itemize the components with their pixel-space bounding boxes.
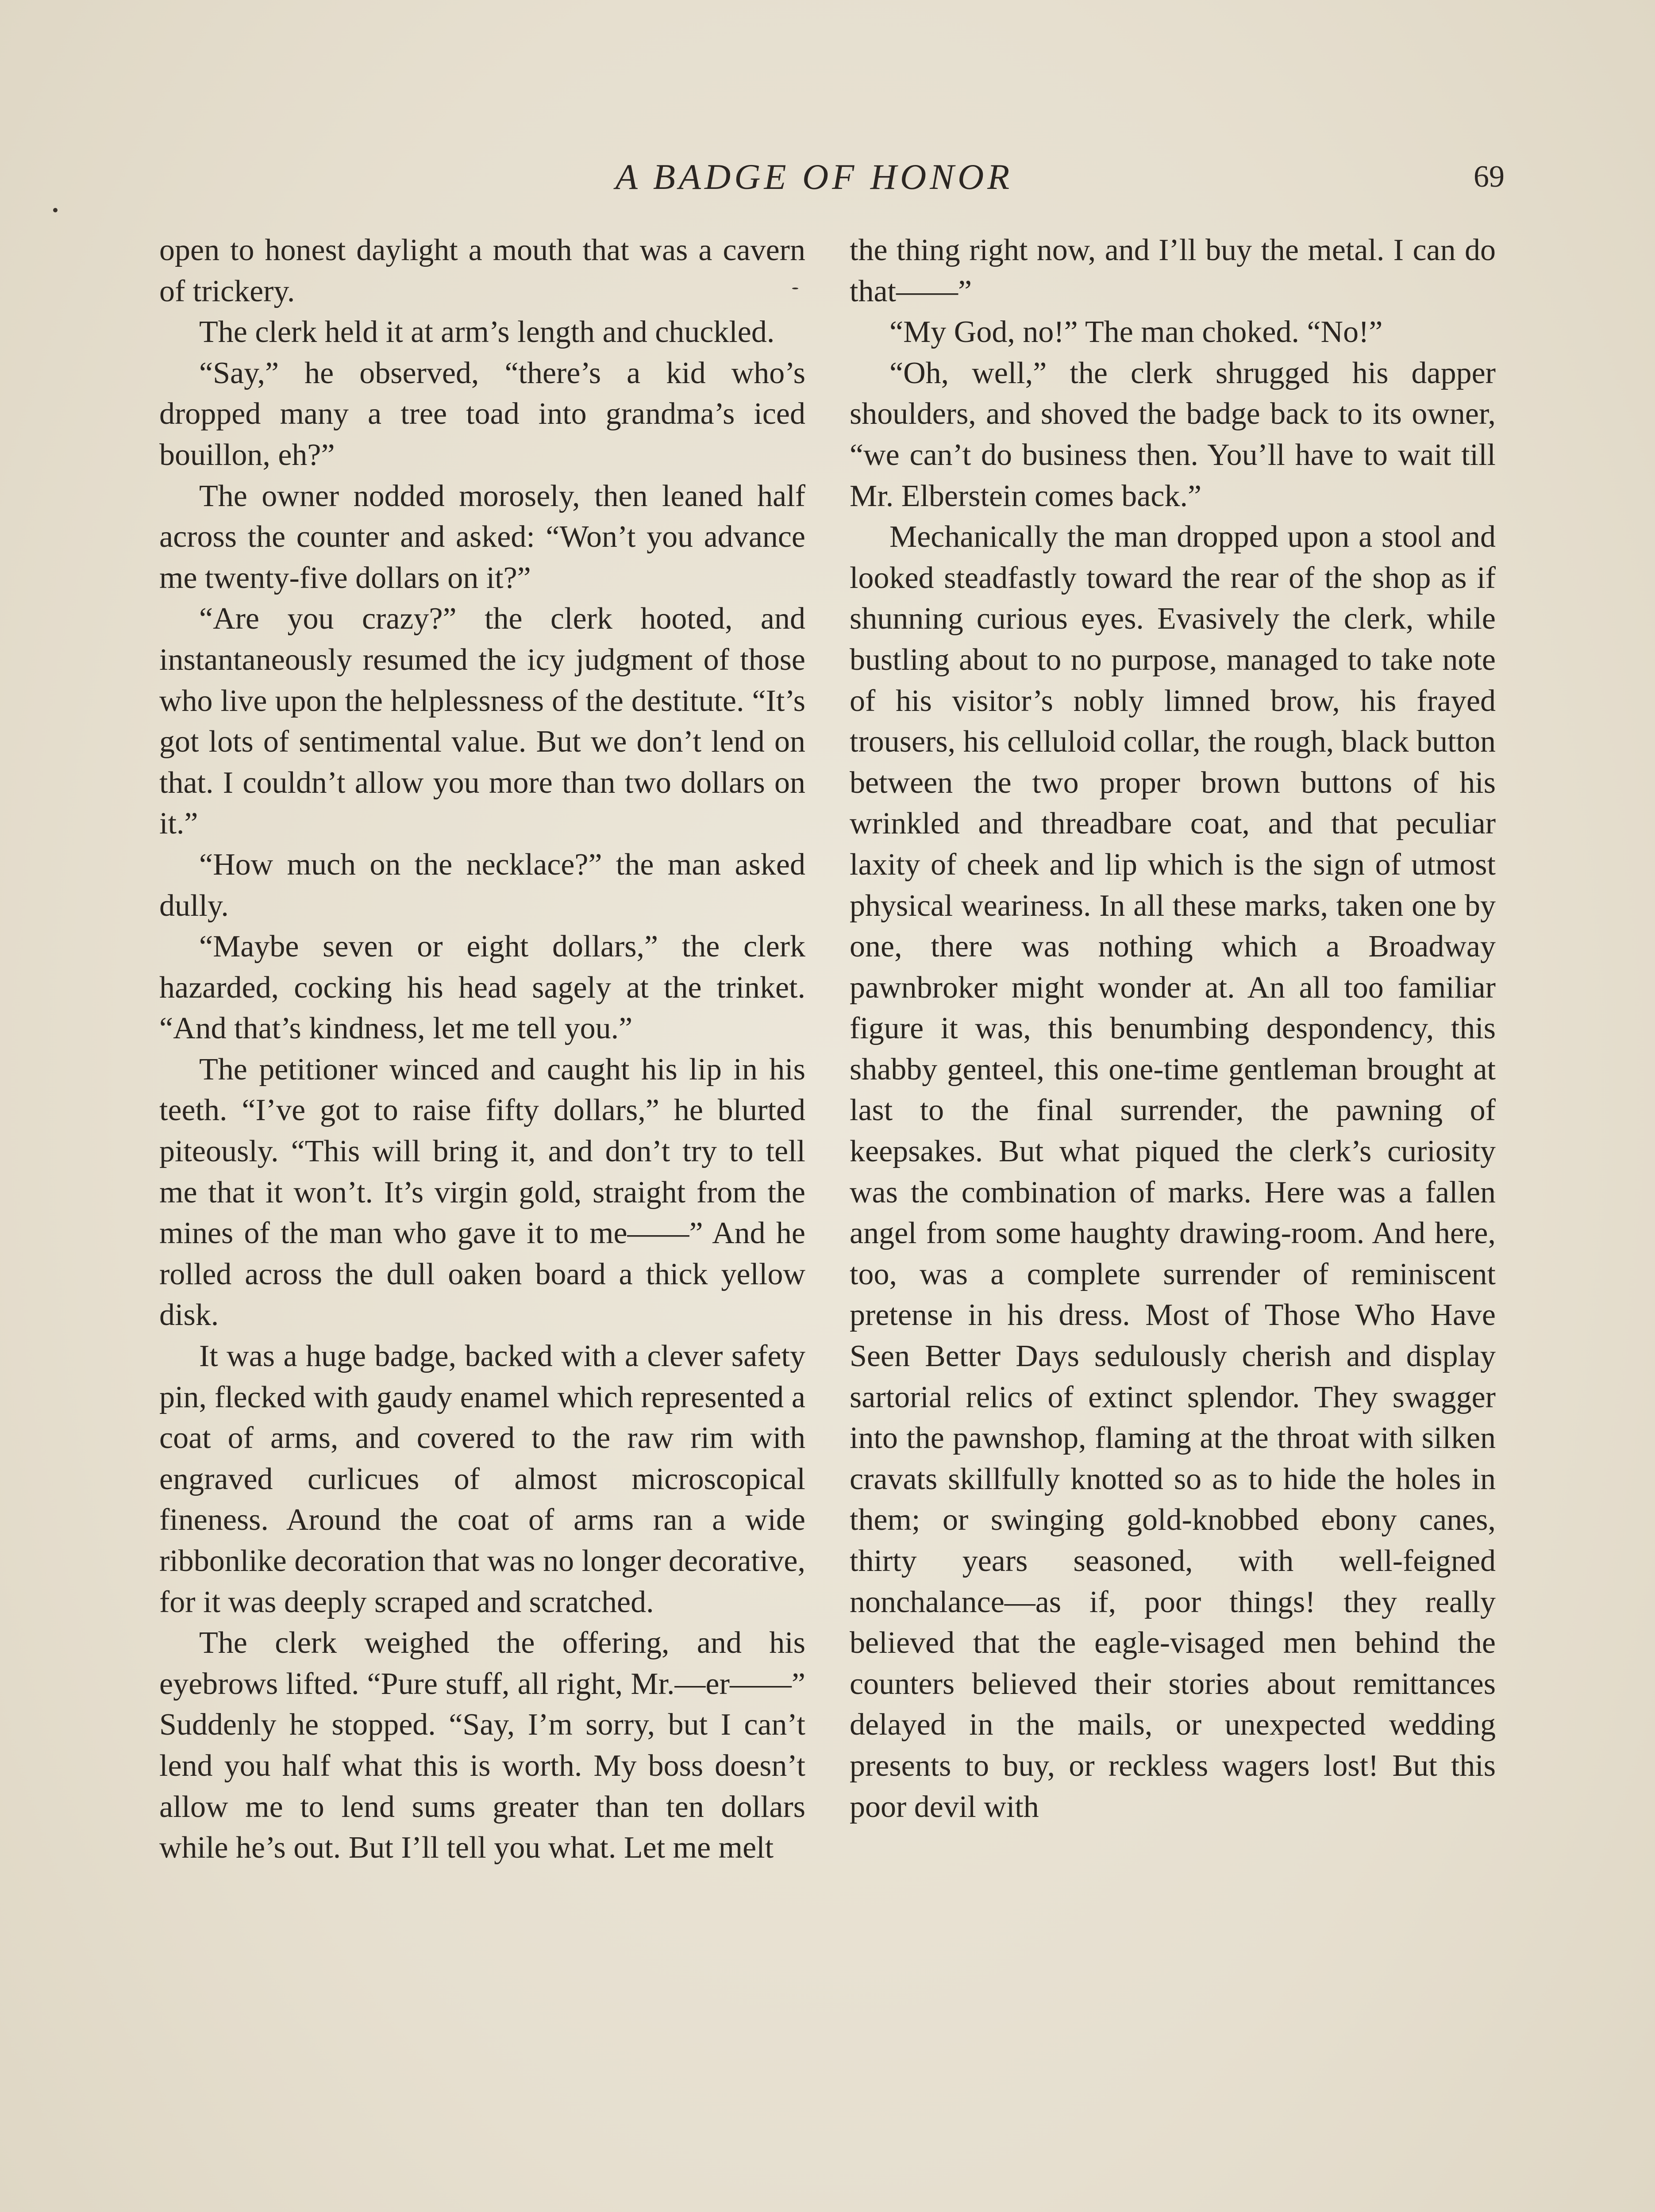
page-number: 69 [1474, 160, 1505, 194]
paragraph: “Say,” he observed, “there’s a kid who’s dropped many a tree toad into grandma’s iced bouillon, eh?” [159, 356, 805, 472]
paragraph: The petitioner winced and caught his lip in his teeth. “I’ve got to raise fifty dollars,” he blurted piteously. “This will bring it, and don’t try to tell me that it won’t. It’s virgin gold, straight from the mines of the man who gave it to me——” And he rolled across the dull oaken board a thick yellow disk. [159, 1052, 805, 1333]
paragraph: “How much on the necklace?” the man asked dully. [159, 847, 805, 923]
paragraph: open to honest daylight a mouth that was a cavern of trickery. [159, 233, 805, 308]
paragraph: “Oh, well,” the clerk shrugged his dapper shoulders, and shoved the badge back to its owner, “we can’t do business then. You’ll have to wait till Mr. Elberstein comes back.” [850, 356, 1496, 513]
paragraph: The clerk held it at arm’s length and chuckled. [199, 315, 775, 349]
print-speck [53, 208, 58, 212]
paragraph: The owner nodded morosely, then leaned half across the counter and asked: “Won’t you advance me twenty-five dollars on it?” [159, 479, 805, 595]
paragraph: Mechanically the man dropped upon a stool and looked steadfastly toward the rear of the shop as if shunning curious eyes. Evasively the clerk, while bustling about to no purpose, managed to take note of his visitor’s nobly limned brow, his frayed trousers, his celluloid collar, the rough, black button between the two proper brown buttons of his wrinkled and threadbare coat, and that peculiar laxity of cheek and lip which is the sign of utmost physical weariness. In all these marks, taken one by one, there was nothing which a Broadway pawnbroker might wonder at. An all too familiar figure it was, this benumbing despondency, this shabby genteel, this one-time gentleman brought at last to the final surrender, the pawning of keepsakes. But what piqued the clerk’s curiosity was the combination of marks. Here was a fallen angel from some haughty drawing-room. And here, too, was a complete surrender of reminiscent pretense in his dress. Most of Those Who Have Seen Better Days sedulously cherish and display sartorial relics of extinct splendor. They swagger into the pawnshop, flaming at the throat with silken cravats skillfully knotted so as to hide the holes in them; or swinging gold-knobbed ebony canes, thirty years seasoned, with well-feigned nonchalance—as if, poor things! they really believed that the eagle-visaged men behind the counters believed their stories about remittances delayed in the mails, or unexpected wedding presents to buy, or reckless wagers lost! But this poor devil with [850, 520, 1496, 1824]
running-title: A BADGE OF HONOR [615, 157, 1013, 197]
paragraph: It was a huge badge, backed with a clever safety pin, flecked with gaudy enamel which represented a coat of arms, and covered to the raw rim with engraved curlicues of almost microscopical fineness. Around the coat of arms ran a wide ribbonlike decoration that was no longer decorative, for it was deeply scraped and scratched. [159, 1339, 805, 1619]
page-header [0, 150, 1655, 204]
paragraph: “Are you crazy?” the clerk hooted, and instantaneously resumed the icy judgment of those who live upon the helplessness of the destitute. “It’s got lots of sentimental value. But we don’t lend on that. I couldn’t allow you more than two dollars on it.” [159, 602, 805, 841]
print-speck [792, 288, 798, 289]
paragraph: the thing right now, and I’ll buy the metal. I can do that——” [850, 233, 1496, 308]
left-column [159, 230, 805, 1869]
right-column [850, 230, 1496, 1828]
paragraph: “My God, no!” The man choked. “No!” [889, 315, 1383, 349]
paragraph: The clerk weighed the offering, and his eyebrows lifted. “Pure stuff, all right, Mr.—er——” Suddenly he stopped. “Say, I’m sorry, but I can’t lend you half what this is worth. My boss doesn’t allow me to lend sums greater than ten dollars while he’s out. But I’ll tell you what. Let me melt [159, 1626, 805, 1865]
paragraph: “Maybe seven or eight dollars,” the clerk hazarded, cocking his head sagely at the trinket. “And that’s kindness, let me tell you.” [159, 929, 805, 1046]
